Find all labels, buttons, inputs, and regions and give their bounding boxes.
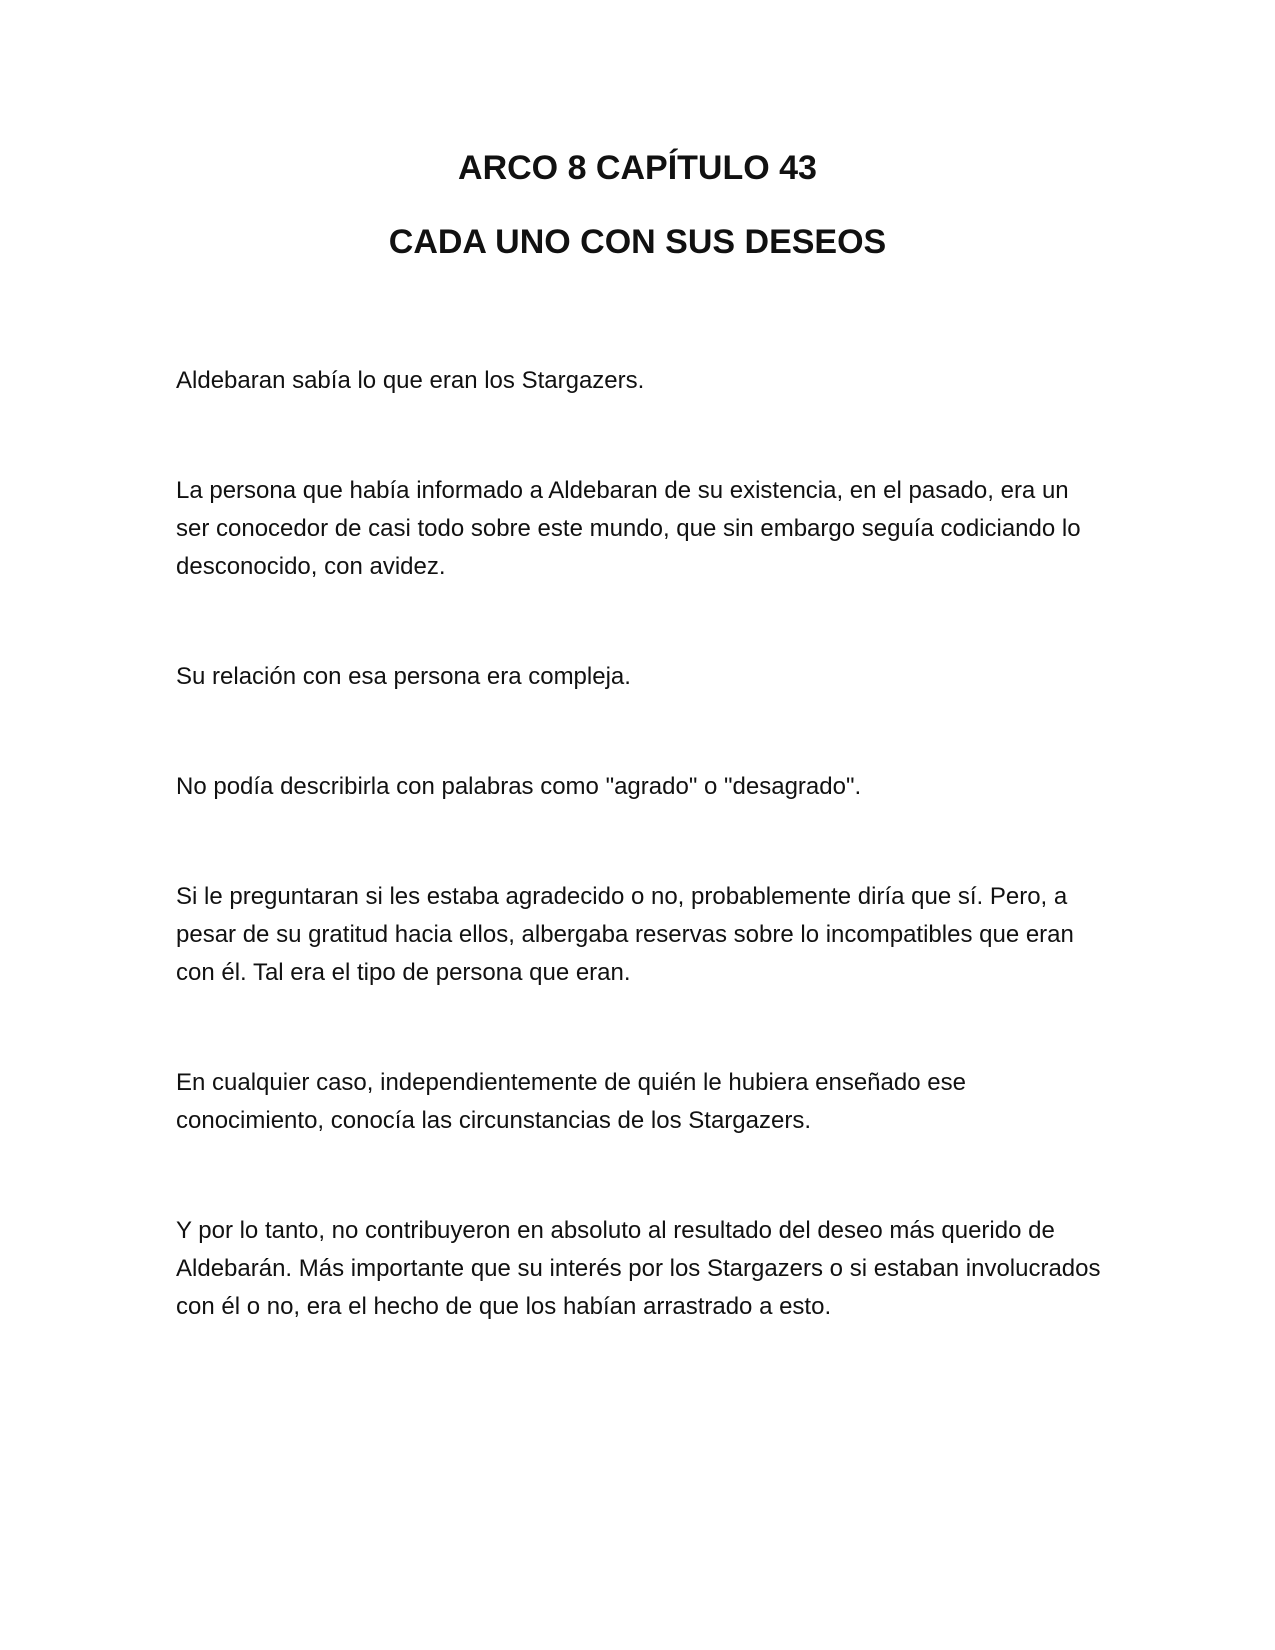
paragraph: Su relación con esa persona era compleja. xyxy=(176,663,631,690)
paragraph: La persona que había informado a Aldebaran de su existencia, en el pasado, era un ser conocedor de casi todo sobre este mundo, que sin embargo seguía codiciando lo desconocido, con avidez. xyxy=(176,477,1081,580)
paragraph: Si le preguntaran si les estaba agradecido o no, probablemente diría que sí. Pero, a pesar de su gratitud hacia ellos, albergaba reservas sobre lo incompatibles que eran con él. Tal era el tipo de persona que eran. xyxy=(176,883,1074,986)
chapter-number-title: ARCO 8 CAPÍTULO 43 xyxy=(458,149,817,187)
paragraph: Y por lo tanto, no contribuyeron en absoluto al resultado del deseo más querido de Aldebarán. Más importante que su interés por los Stargazers o si estaban involucrados con él o no, era el hecho de que los habían arrastrado a esto. xyxy=(176,1217,1101,1320)
chapter-heading xyxy=(0,150,1275,260)
chapter-body xyxy=(176,362,1106,1398)
paragraph: En cualquier caso, independientemente de quién le hubiera enseñado ese conocimiento, conocía las circunstancias de los Stargazers. xyxy=(176,1069,966,1134)
paragraph: Aldebaran sabía lo que eran los Stargazers. xyxy=(176,367,645,394)
paragraph: No podía describirla con palabras como "agrado" o "desagrado". xyxy=(176,773,862,800)
chapter-subtitle: CADA UNO CON SUS DESEOS xyxy=(388,223,887,261)
